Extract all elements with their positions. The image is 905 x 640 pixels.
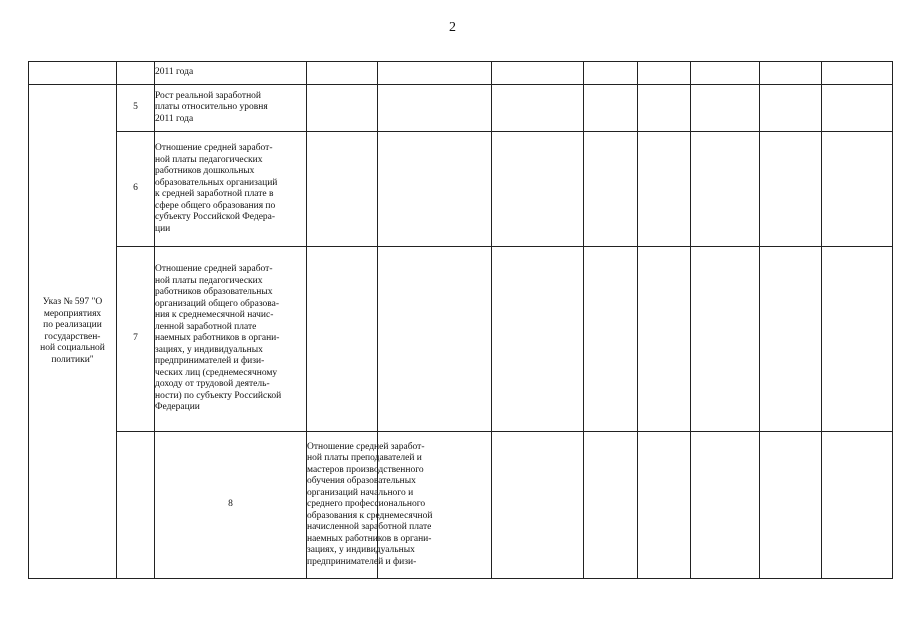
row-number: 6: [117, 132, 155, 247]
empty-cell: [378, 132, 492, 247]
empty-cell: [691, 432, 760, 579]
empty-cell: [638, 432, 691, 579]
empty-cell: [307, 85, 378, 132]
indicator-description: Отношение средней заработ- ной платы педагогических работников образовательных организаций общего образова- ния к среднемесячной начис- ленной заработной плате наемных работников в органи- зациях, у индивидуальных предпринимателей и физи- ческих лиц (среднемесячному доходу от трудовой деятель- ности) по субъекту Российской Федерации: [155, 247, 307, 432]
empty-cell: [822, 85, 893, 132]
decree-cell: Указ № 597 "О мероприятиях по реализации государствен- ной социальной политики": [29, 85, 117, 579]
empty-cell: [584, 132, 638, 247]
indicator-description: Отношение средней заработ- ной платы педагогических работников дошкольных образовательных организаций к средней заработной плате в сфере общего образования по субъекту Российской Федера- ции: [155, 132, 307, 247]
empty-cell: [760, 432, 822, 579]
empty-cell: [822, 132, 893, 247]
empty-cell: [822, 432, 893, 579]
empty-cell: [584, 247, 638, 432]
empty-cell: [691, 247, 760, 432]
row-number: 5: [117, 85, 155, 132]
table-row: [29, 247, 893, 432]
empty-cell: [638, 132, 691, 247]
empty-cell: [307, 132, 378, 247]
table-row: [29, 432, 893, 579]
table-row: [29, 62, 893, 85]
row-number: 8: [155, 432, 307, 579]
table-row: [29, 132, 893, 247]
empty-cell: [691, 85, 760, 132]
empty-cell: [378, 62, 492, 85]
empty-cell: [584, 85, 638, 132]
indicator-description: Рост реальной заработной платы относительно уровня 2011 года: [155, 85, 307, 132]
empty-cell: [691, 62, 760, 85]
empty-cell: [584, 432, 638, 579]
empty-cell: [492, 432, 584, 579]
row-number: 7: [117, 247, 155, 432]
empty-cell: [760, 132, 822, 247]
empty-cell: [584, 62, 638, 85]
page-number: 2: [449, 20, 456, 35]
empty-cell: [760, 85, 822, 132]
empty-cell: [638, 62, 691, 85]
empty-cell: [822, 62, 893, 85]
empty-cell: [29, 62, 117, 85]
empty-cell: [822, 247, 893, 432]
indicators-table: [28, 61, 893, 579]
indicator-description: 2011 года: [155, 62, 307, 85]
empty-cell: [691, 132, 760, 247]
table-row: [29, 85, 893, 132]
empty-cell: [117, 432, 155, 579]
empty-cell: [492, 85, 584, 132]
empty-cell: [307, 247, 378, 432]
empty-cell: [492, 247, 584, 432]
empty-cell: [307, 62, 378, 85]
empty-cell: [492, 132, 584, 247]
empty-cell: [492, 62, 584, 85]
empty-cell: [638, 247, 691, 432]
indicator-description: Отношение средней заработ- ной платы преподавателей и мастеров производственного обучения образовательных организаций начального и среднего профессионального образования к среднемесячной начисленной заработной плате наемных работников в органи- зациях, у индивидуальных предпринимателей и физи-: [307, 432, 378, 579]
row-number: [117, 62, 155, 85]
empty-cell: [760, 247, 822, 432]
empty-cell: [378, 247, 492, 432]
empty-cell: [378, 85, 492, 132]
empty-cell: [760, 62, 822, 85]
empty-cell: [638, 85, 691, 132]
